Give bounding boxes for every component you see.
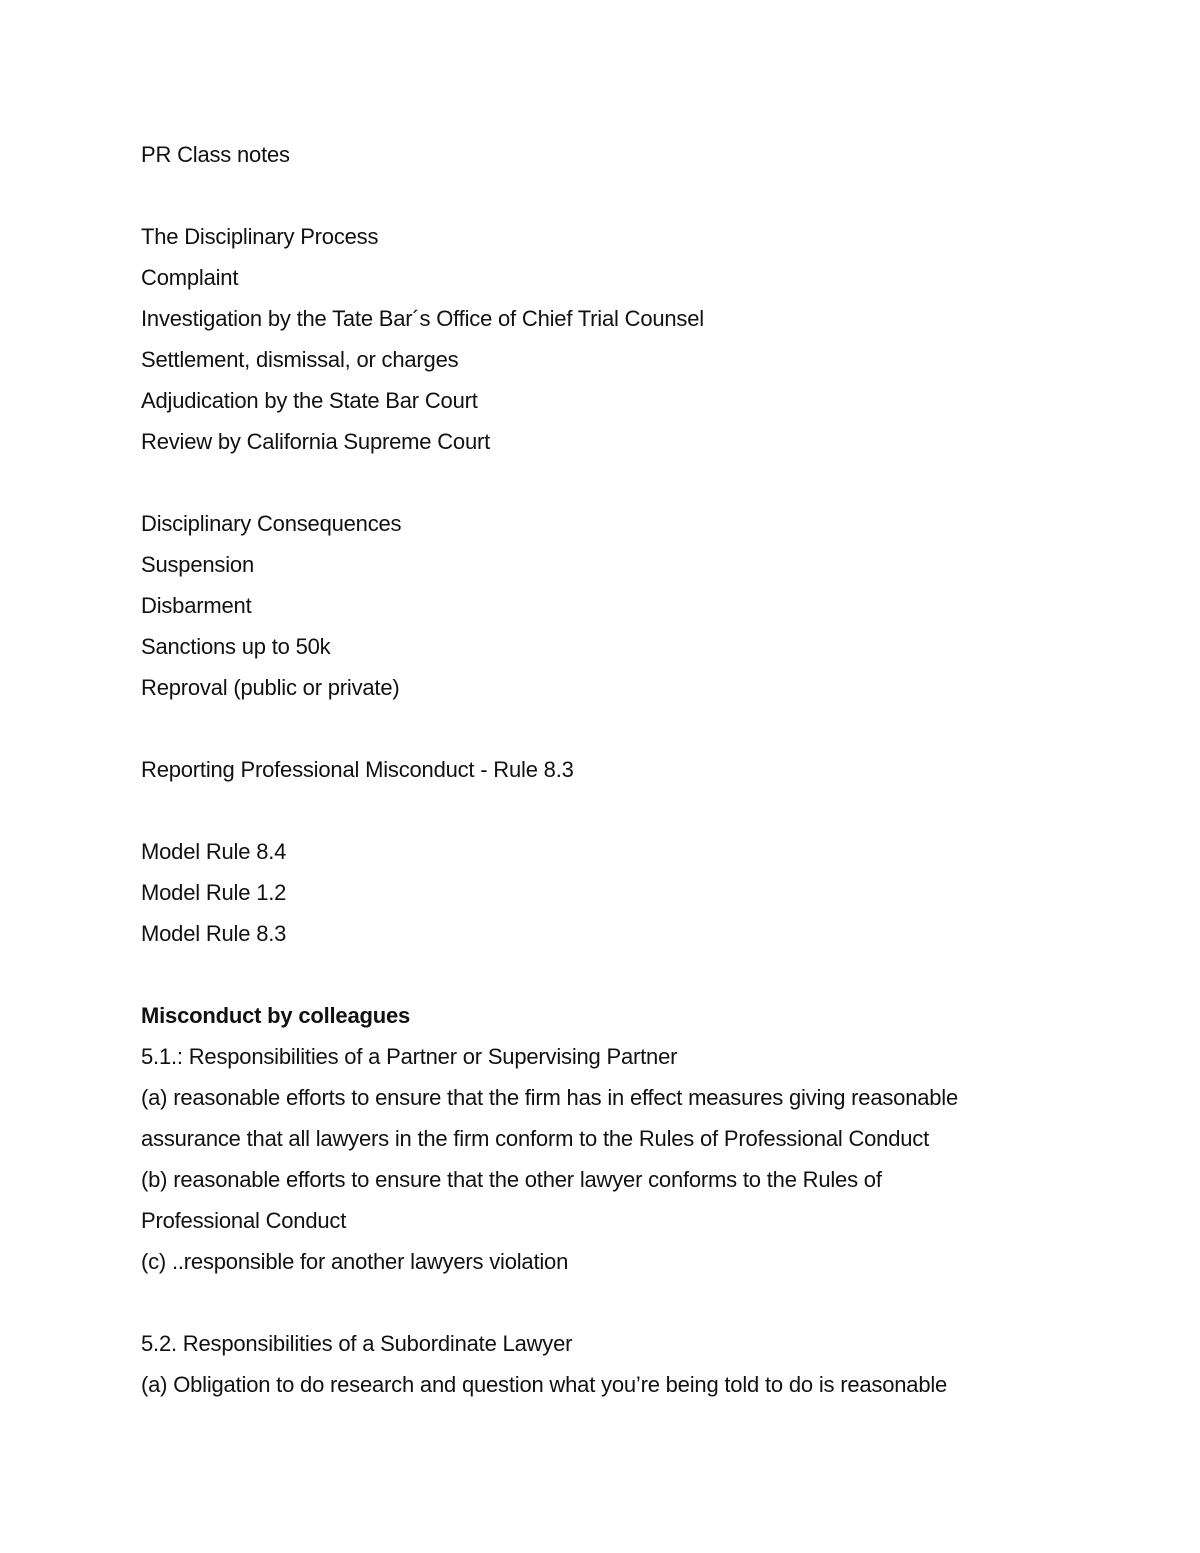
document-body [141, 134, 1091, 1405]
consequence-item: Reproval (public or private) [141, 675, 400, 700]
process-step: Complaint [141, 265, 239, 290]
misconduct-heading: Misconduct by colleagues [141, 1003, 411, 1028]
consequence-item: Suspension [141, 552, 254, 577]
process-step: Settlement, dismissal, or charges [141, 347, 459, 372]
blank-line [141, 175, 1091, 216]
disciplinary-process-heading: The Disciplinary Process [141, 224, 379, 249]
rule-5-1-line: (c) ..responsible for another lawyers violation [141, 1249, 569, 1274]
blank-line [141, 462, 1091, 503]
process-step: Review by California Supreme Court [141, 429, 491, 454]
blank-line [141, 708, 1091, 749]
process-step: Investigation by the Tate Bar´s Office of Chief Trial Counsel [141, 306, 704, 331]
disciplinary-consequences-heading: Disciplinary Consequences [141, 511, 402, 536]
blank-line [141, 790, 1091, 831]
consequence-item: Sanctions up to 50k [141, 634, 331, 659]
blank-line [141, 954, 1091, 995]
document-title: PR Class notes [141, 142, 290, 167]
reporting-rule: Reporting Professional Misconduct - Rule 8.3 [141, 757, 574, 782]
rule-5-1-line: (a) reasonable efforts to ensure that the firm has in effect measures giving reasonable [141, 1085, 959, 1110]
rule-5-2-line: (a) Obligation to do research and question what you’re being told to do is reasonable [141, 1372, 948, 1397]
model-rule: Model Rule 1.2 [141, 880, 287, 905]
process-step: Adjudication by the State Bar Court [141, 388, 478, 413]
consequence-item: Disbarment [141, 593, 252, 618]
rule-5-1-line: (b) reasonable efforts to ensure that the other lawyer conforms to the Rules of [141, 1167, 882, 1192]
model-rule: Model Rule 8.3 [141, 921, 287, 946]
rule-5-2-title: 5.2. Responsibilities of a Subordinate Lawyer [141, 1331, 573, 1356]
blank-line [141, 1282, 1091, 1323]
rule-5-1-title: 5.1.: Responsibilities of a Partner or Supervising Partner [141, 1044, 678, 1069]
model-rule: Model Rule 8.4 [141, 839, 287, 864]
rule-5-1-line: Professional Conduct [141, 1208, 347, 1233]
rule-5-1-line: assurance that all lawyers in the firm conform to the Rules of Professional Conduct [141, 1126, 930, 1151]
